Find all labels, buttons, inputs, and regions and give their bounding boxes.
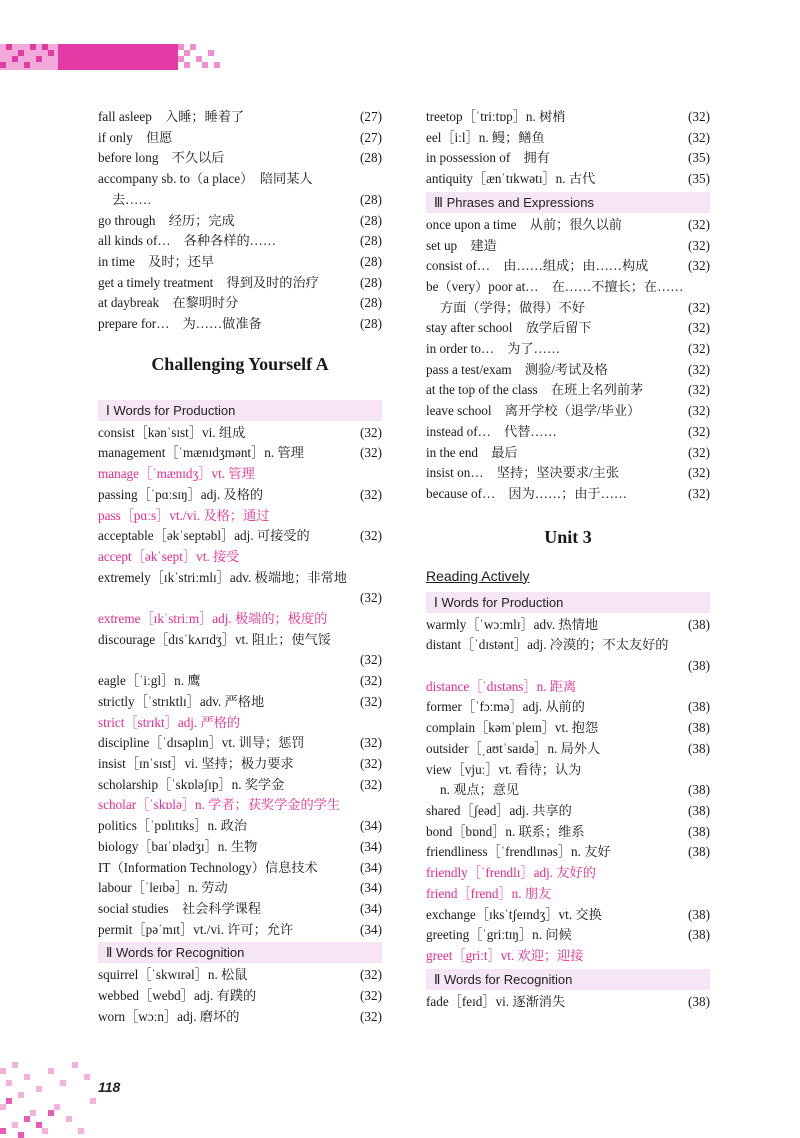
entry-term: n. 观点；意见: [440, 782, 520, 798]
vocabulary-entry: [426, 169, 710, 190]
vocabulary-entry: [98, 107, 382, 128]
entry-term: 方面（学得；做得）不好: [440, 299, 586, 315]
vocabulary-entry: [426, 298, 710, 319]
entry-term: before long 不久以后: [98, 150, 225, 166]
entry-term: pass a test/exam 测验/考试及格: [426, 361, 608, 377]
vocabulary-entry: [98, 443, 382, 464]
entry-term: pass［pɑːs］vt./vi. 及格；通过: [98, 507, 270, 523]
entry-term: at the top of the class 在班上名列前茅: [426, 382, 644, 398]
entry-term: insist on… 坚持；坚决要求/主张: [426, 465, 620, 481]
vocabulary-entry: [426, 925, 710, 946]
vocabulary-entry: [426, 801, 710, 822]
phrase-list: [426, 215, 710, 505]
vocabulary-entry: [98, 526, 382, 547]
entry-term: warmly［ˈwɔːmlɪ］adv. 热情地: [426, 616, 599, 632]
recognition-word-list-continued: [426, 107, 710, 190]
entry-term: labour［ˈleɪbə］n. 劳动: [98, 880, 228, 896]
entry-term: strictly［ˈstrɪktlɪ］adv. 严格地: [98, 693, 265, 709]
entry-term: IT（Information Technology）信息技术: [98, 859, 318, 875]
page-reference: (28): [360, 295, 382, 311]
page-reference: (32): [360, 693, 382, 709]
entry-term: get a timely treatment 得到及时的治疗: [98, 274, 319, 290]
entry-term: extreme［ɪkˈstriːm］adj. 极端的；极度的: [98, 611, 328, 627]
entry-term: scholar［ˈskɒlə］n. 学者；获奖学金的学生: [98, 797, 341, 813]
entry-term: leave school 离开学校（退学/毕业）: [426, 403, 641, 419]
words-for-production-bar: Ⅰ Words for Production: [98, 400, 382, 421]
entry-term: management［ˈmænɪdʒmənt］n. 管理: [98, 445, 304, 461]
vocabulary-entry: [426, 401, 710, 422]
page-reference: (28): [360, 316, 382, 332]
vocabulary-entry: [98, 148, 382, 169]
page-reference: (34): [360, 880, 382, 896]
page-number: 118: [98, 1079, 121, 1095]
entry-term: friend［frend］n. 朋友: [426, 885, 552, 901]
page-reference: (38): [688, 782, 710, 798]
vocabulary-entry: [98, 231, 382, 252]
page-reference: (32): [688, 465, 710, 481]
vocabulary-entry: [426, 739, 710, 760]
page-reference: (34): [360, 838, 382, 854]
words-for-recognition-bar: Ⅱ Words for Recognition: [98, 942, 382, 963]
vocabulary-entry: [426, 360, 710, 381]
page-reference: (38): [688, 844, 710, 860]
page-reference: (34): [360, 900, 382, 916]
page-reference: (38): [688, 906, 710, 922]
entry-term: manage［ˈmænɪdʒ］vt. 管理: [98, 466, 255, 482]
page-reference: (32): [688, 320, 710, 336]
vocabulary-entry: [426, 148, 710, 169]
page-reference: (28): [360, 191, 382, 207]
vocabulary-entry: [98, 671, 382, 692]
vocabulary-entry: [426, 697, 710, 718]
entry-term: insist［ɪnˈsɪst］vi. 坚持；极力要求: [98, 755, 294, 771]
entry-term: because of… 因为……；由于……: [426, 485, 628, 501]
right-column: [426, 107, 710, 1012]
page-reference: (32): [688, 237, 710, 253]
entry-term: fade［feɪd］vi. 逐渐消失: [426, 993, 566, 1009]
vocabulary-entry: [426, 422, 710, 443]
page-reference: (28): [360, 274, 382, 290]
page-reference: (38): [688, 802, 710, 818]
entry-term: treetop［ˈtriːtɒp］n. 树梢: [426, 109, 566, 124]
page-reference: (34): [360, 818, 382, 834]
page-reference: (32): [688, 403, 710, 419]
vocabulary-entry: [98, 899, 382, 920]
vocabulary-entry: [426, 463, 710, 484]
vocabulary-entry: [98, 754, 382, 775]
section-title: Challenging Yourself A: [151, 353, 329, 374]
entry-term: greet［griːt］vt. 欢迎；迎接: [426, 947, 584, 963]
entry-term: prepare for… 为……做准备: [98, 316, 262, 332]
page-reference: (32): [688, 109, 710, 124]
vocabulary-entry: [98, 169, 382, 190]
page-reference: (32): [688, 216, 710, 232]
entry-term: greeting［ˈgriːtɪŋ］n. 问候: [426, 927, 572, 943]
entry-term: webbed［webd］adj. 有蹼的: [98, 988, 257, 1004]
vocabulary-entry: [426, 443, 710, 464]
page-reference: (27): [360, 109, 382, 124]
page-reference: (28): [360, 233, 382, 249]
derived-word-entry: [98, 547, 382, 568]
entry-term: worn［wɔːn］adj. 磨坏的: [98, 1008, 240, 1024]
entry-term: view［vjuː］vt. 看待；认为: [426, 761, 582, 777]
page-reference: (32): [688, 299, 710, 315]
entry-term: be（very）poor at… 在……不擅长；在……: [426, 278, 684, 294]
derived-word-entry: [426, 863, 710, 884]
vocabulary-entry: [426, 318, 710, 339]
vocabulary-entry: [426, 339, 710, 360]
page-reference: (28): [360, 150, 382, 166]
vocabulary-entry: [426, 128, 710, 149]
vocabulary-entry: [98, 1007, 382, 1028]
page-reference: (32): [360, 445, 382, 461]
decorative-header-pattern: [0, 40, 225, 74]
recognition-word-list: [98, 965, 382, 1027]
derived-word-entry: [426, 677, 710, 698]
entry-term: passing［ˈpɑːsɪŋ］adj. 及格的: [98, 486, 264, 502]
page-reference: (32): [688, 485, 710, 501]
page-reference: (38): [688, 658, 710, 674]
entry-term: politics［ˈpɒlɪtɪks］n. 政治: [98, 818, 248, 834]
derived-word-entry: [98, 464, 382, 485]
vocabulary-entry: [98, 965, 382, 986]
entry-term: once upon a time 从前；很久以前: [426, 216, 622, 232]
entry-term: in the end 最后: [426, 444, 518, 460]
page-reference: (38): [688, 699, 710, 715]
vocabulary-entry: [98, 211, 382, 232]
entry-term: eagle［ˈiːgl］n. 鹰: [98, 673, 201, 689]
page-reference: (32): [360, 590, 382, 606]
page-reference: (35): [688, 171, 710, 187]
entry-term: set up 建造: [426, 237, 497, 253]
entry-term: go through 经历；完成: [98, 212, 235, 228]
vocabulary-entry: [98, 630, 382, 651]
entry-term: friendliness［ˈfrendlɪnəs］n. 友好: [426, 844, 611, 860]
derived-word-entry: [426, 884, 710, 905]
entry-term: if only 但愿: [98, 129, 173, 145]
vocabulary-entry: [98, 692, 382, 713]
page-reference: (38): [688, 993, 710, 1009]
page-reference: (32): [360, 486, 382, 502]
derived-word-entry: [98, 609, 382, 630]
vocabulary-entry: [426, 380, 710, 401]
vocabulary-entry: [98, 858, 382, 879]
vocabulary-entry: [426, 484, 710, 505]
page-reference: (32): [360, 967, 382, 983]
vocabulary-entry: [426, 215, 710, 236]
derived-word-entry: [98, 713, 382, 734]
vocabulary-entry: [98, 878, 382, 899]
vocabulary-entry: [426, 277, 710, 298]
vocabulary-entry: [98, 837, 382, 858]
entry-term: eel［iːl］n. 鳗；鳝鱼: [426, 129, 545, 145]
entry-term: outsider［ˌaʊtˈsaɪdə］n. 局外人: [426, 740, 601, 756]
entry-term: shared［ʃeəd］adj. 共享的: [426, 802, 572, 818]
entry-term: at daybreak 在黎明时分: [98, 295, 239, 311]
page-reference: (28): [360, 212, 382, 228]
vocabulary-entry: [426, 256, 710, 277]
unit3-recognition-word-list: [426, 992, 710, 1013]
vocabulary-entry: [426, 635, 710, 656]
entry-term: bond［bɒnd］n. 联系；维系: [426, 823, 585, 839]
vocabulary-entry: [426, 842, 710, 863]
vocabulary-entry: [426, 656, 710, 677]
entry-term: accompany sb. to（a place） 陪同某人: [98, 171, 313, 187]
vocabulary-entry: [98, 314, 382, 335]
page-reference: (27): [360, 129, 382, 145]
page-reference: (32): [360, 988, 382, 1004]
entry-term: extremely［ɪkˈstriːmlɪ］adv. 极端地；非常地: [98, 569, 347, 585]
page-reference: (32): [360, 673, 382, 689]
vocabulary-entry: [98, 273, 382, 294]
vocabulary-entry: [426, 780, 710, 801]
vocabulary-entry: [426, 107, 710, 128]
page-reference: (32): [360, 1008, 382, 1024]
vocabulary-entry: [98, 252, 382, 273]
page-reference: (38): [688, 616, 710, 632]
entry-term: antiquity［ænˈtɪkwətɪ］n. 古代: [426, 171, 596, 187]
unit3-words-for-production-bar: Ⅰ Words for Production: [426, 592, 710, 613]
page-reference: (32): [360, 528, 382, 544]
vocabulary-entry: [98, 733, 382, 754]
entry-term: instead of… 代替……: [426, 423, 557, 439]
vocabulary-entry: [98, 986, 382, 1007]
entry-term: acceptable［əkˈseptəbl］adj. 可接受的: [98, 528, 310, 544]
page-reference: (32): [688, 129, 710, 145]
entry-term: consist［kənˈsɪst］vi. 组成: [98, 424, 246, 440]
entry-term: biology［baɪˈɒlədʒɪ］n. 生物: [98, 838, 258, 854]
vocabulary-entry: [98, 775, 382, 796]
entry-term: squirrel［ˈskwɪrəl］n. 松鼠: [98, 967, 248, 983]
left-column: [98, 107, 382, 1027]
page-reference: (32): [688, 361, 710, 377]
page-reference: (32): [688, 258, 710, 274]
derived-word-entry: [426, 946, 710, 967]
entry-term: distance［ˈdɪstəns］n. 距离: [426, 678, 577, 694]
page-reference: (28): [360, 253, 382, 269]
vocabulary-entry: [426, 992, 710, 1013]
vocabulary-entry: [426, 718, 710, 739]
page-reference: (32): [360, 735, 382, 751]
page-reference: (38): [688, 823, 710, 839]
page-reference: (32): [688, 423, 710, 439]
vocabulary-entry: [98, 190, 382, 211]
entry-term: in order to… 为了……: [426, 341, 561, 357]
unit3-production-word-list: [426, 615, 710, 967]
page-reference: (32): [688, 382, 710, 398]
page-reference: (32): [688, 444, 710, 460]
vocabulary-entry: [98, 293, 382, 314]
reading-actively-subheading: Reading Actively: [426, 567, 530, 584]
entry-term: accept［əkˈsept］vt. 接受: [98, 548, 240, 564]
page-reference: (34): [360, 859, 382, 875]
page-reference: (34): [360, 921, 382, 937]
entry-term: social studies 社会科学课程: [98, 900, 262, 916]
intro-phrase-list: [98, 107, 382, 335]
entry-term: complain［kəmˈpleɪn］vt. 抱怨: [426, 720, 599, 736]
entry-term: friendly［ˈfrendlɪ］adj. 友好的: [426, 865, 596, 881]
vocabulary-entry: [98, 588, 382, 609]
entry-term: exchange［ɪksˈtʃeɪndʒ］vt. 交换: [426, 906, 602, 922]
entry-term: former［ˈfɔːmə］adj. 从前的: [426, 699, 585, 715]
vocabulary-entry: [426, 760, 710, 781]
page-reference: (32): [688, 341, 710, 357]
entry-term: discipline［ˈdɪsəplɪn］vt. 训导；惩罚: [98, 735, 305, 751]
unit-title: Unit 3: [544, 526, 592, 547]
page-reference: (38): [688, 720, 710, 736]
entry-term: scholarship［ˈskɒləʃɪp］n. 奖学金: [98, 776, 285, 792]
entry-term: distant［ˈdɪstənt］adj. 冷漠的；不太友好的: [426, 637, 669, 653]
entry-term: stay after school 放学后留下: [426, 320, 592, 336]
vocabulary-entry: [98, 423, 382, 444]
page-reference: (32): [360, 776, 382, 792]
vocabulary-entry: [98, 816, 382, 837]
entry-term: permit［pəˈmɪt］vt./vi. 许可；允许: [98, 921, 294, 937]
vocabulary-entry: [426, 905, 710, 926]
vocabulary-entry: [98, 485, 382, 506]
unit3-words-for-recognition-bar: Ⅱ Words for Recognition: [426, 969, 710, 990]
vocabulary-entry: [98, 650, 382, 671]
entry-term: in time 及时；还早: [98, 253, 215, 269]
entry-term: fall asleep 入睡；睡着了: [98, 109, 245, 124]
vocabulary-entry: [426, 615, 710, 636]
phrases-and-expressions-bar: Ⅲ Phrases and Expressions: [426, 192, 710, 213]
entry-term: consist of… 由……组成；由……构成: [426, 258, 649, 274]
vocabulary-entry: [98, 128, 382, 149]
page-reference: (35): [688, 150, 710, 166]
entry-term: discourage［dɪsˈkʌrɪdʒ］vt. 阻止；使气馁: [98, 631, 331, 647]
vocabulary-entry: [426, 822, 710, 843]
page-reference: (32): [360, 755, 382, 771]
vocabulary-entry: [98, 568, 382, 589]
vocabulary-entry: [426, 236, 710, 257]
page-reference: (38): [688, 740, 710, 756]
derived-word-entry: [98, 795, 382, 816]
vocabulary-entry: [98, 920, 382, 941]
entry-term: strict［strɪkt］adj. 严格的: [98, 714, 241, 730]
derived-word-entry: [98, 506, 382, 527]
production-word-list: [98, 423, 382, 941]
entry-term: in possession of 拥有: [426, 150, 550, 166]
page-reference: (38): [688, 927, 710, 943]
entry-term: 去……: [112, 191, 152, 207]
page-reference: (32): [360, 424, 382, 440]
entry-term: all kinds of… 各种各样的……: [98, 233, 277, 249]
page-reference: (32): [360, 652, 382, 668]
